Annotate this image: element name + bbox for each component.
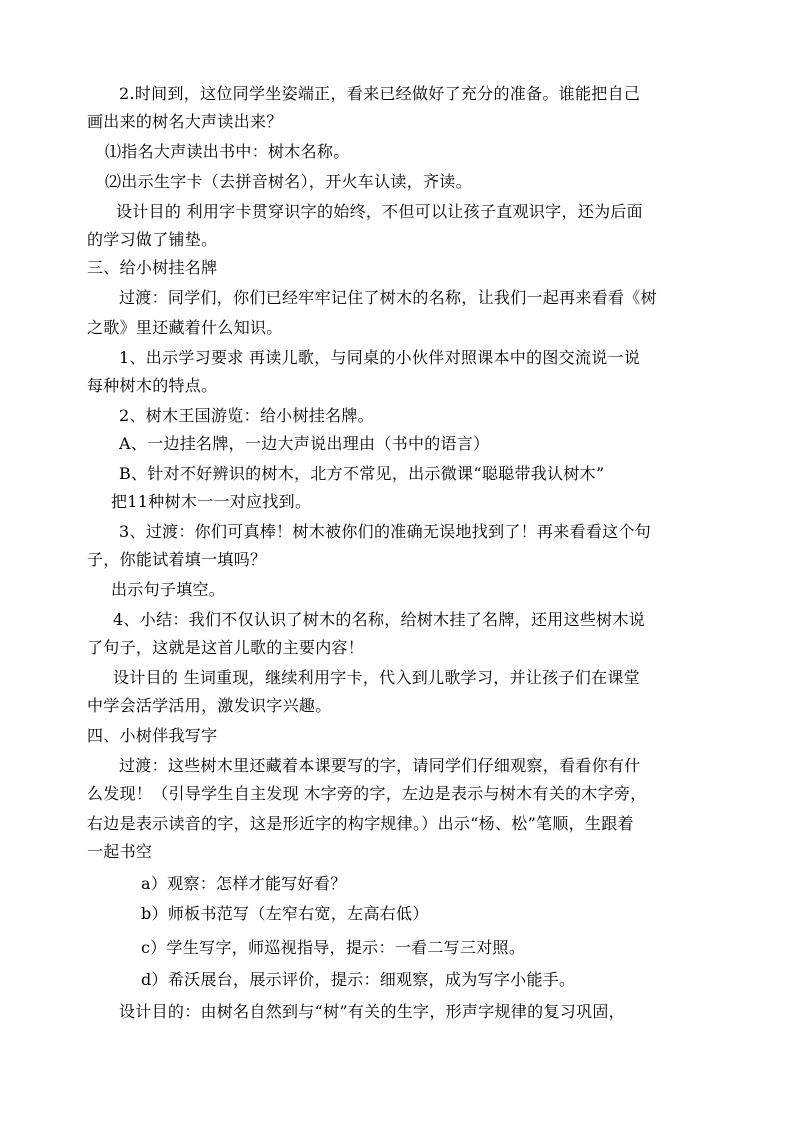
section-heading-4: 四、小树伴我写字 bbox=[87, 726, 218, 745]
text-line: 中学会活学活用，激发识字兴趣。 bbox=[87, 696, 332, 715]
design-purpose-line: 设计目的：由树名自然到与“树”有关的生字，形声字规律的复习巩固， bbox=[119, 1002, 625, 1021]
text-line: 子，你能试着填一填吗？ bbox=[87, 550, 267, 569]
text-line-step-3: 3、过渡：你们可真棒！树木被你们的准确无误地找到了！再来看看这个句 bbox=[119, 522, 652, 541]
list-item-b: b）师板书范写（左窄右宽，左高右低） bbox=[141, 904, 429, 923]
text-line: 的学习做了铺垫。 bbox=[87, 230, 218, 249]
text-line: 么发现！（引导学生自主发现 木字旁的字，左边是表示与树木有关的木字旁， bbox=[87, 784, 647, 803]
text-line: 出示句子填空。 bbox=[111, 580, 226, 599]
text-line-step-4: 4、小结：我们不仅认识了树木的名称，给树木挂了名牌，还用这些树木说 bbox=[113, 610, 646, 629]
text-line: 把11种树木一一对应找到。 bbox=[111, 492, 312, 511]
section-heading-3: 三、给小树挂名牌 bbox=[87, 258, 218, 277]
list-item-a: a）观察：怎样才能写好看？ bbox=[141, 874, 347, 893]
text-line: 画出来的树名大声读出来？ bbox=[87, 112, 283, 131]
text-line: 了句子，这就是这首儿歌的主要内容！ bbox=[87, 638, 365, 657]
text-line: 每种树木的特点。 bbox=[87, 376, 218, 395]
text-line-sub-1: ⑴指名大声读出书中：树木名称。 bbox=[105, 142, 350, 161]
text-line: 右边是表示读音的字，这是形近字的构字规律。）出示“杨、松”笔顺，生跟着 bbox=[87, 814, 634, 833]
design-purpose-line: 设计目的 生词重现，继续利用字卡，代入到儿歌学习，并让孩子们在课堂 bbox=[113, 668, 640, 687]
transition-line: 过渡：同学们，你们已经牢牢记住了树木的名称，让我们一起再来看看《树 bbox=[119, 288, 657, 307]
design-purpose-line: 设计目的 利用字卡贯穿识字的始终，不但可以让孩子直观识字，还为后面 bbox=[116, 202, 643, 221]
text-line-step-2: 2.时间到，这位同学坐姿端正，看来已经做好了充分的准备。谁能把自己 bbox=[119, 84, 641, 103]
list-item-c: c）学生写字，师巡视指导，提示：一看二写三对照。 bbox=[141, 938, 526, 957]
text-line-item-b: B、针对不好辨识的树木，北方不常见，出示微课“聪聪带我认树木” bbox=[119, 464, 605, 483]
text-line: 之歌》里还藏着什么知识。 bbox=[87, 318, 283, 337]
text-line-item-a: A、一边挂名牌，一边大声说出理由（书中的语言） bbox=[119, 434, 490, 453]
text-line-step-2b: 2、树木王国游览：给小树挂名牌。 bbox=[119, 406, 374, 425]
transition-line: 过渡：这些树木里还藏着本课要写的字，请同学们仔细观察，看看你有什 bbox=[119, 756, 641, 775]
text-line-step-1: 1、出示学习要求 再读儿歌，与同桌的小伙伴对照课本中的图交流说一说 bbox=[119, 348, 641, 367]
text-line: 一起书空 bbox=[87, 842, 153, 861]
list-item-d: d）希沃展台，展示评价，提示：细观察，成为写字小能手。 bbox=[141, 970, 576, 989]
text-line-sub-2: ⑵出示生字卡（去拼音树名），开火车认读，齐读。 bbox=[105, 172, 472, 191]
